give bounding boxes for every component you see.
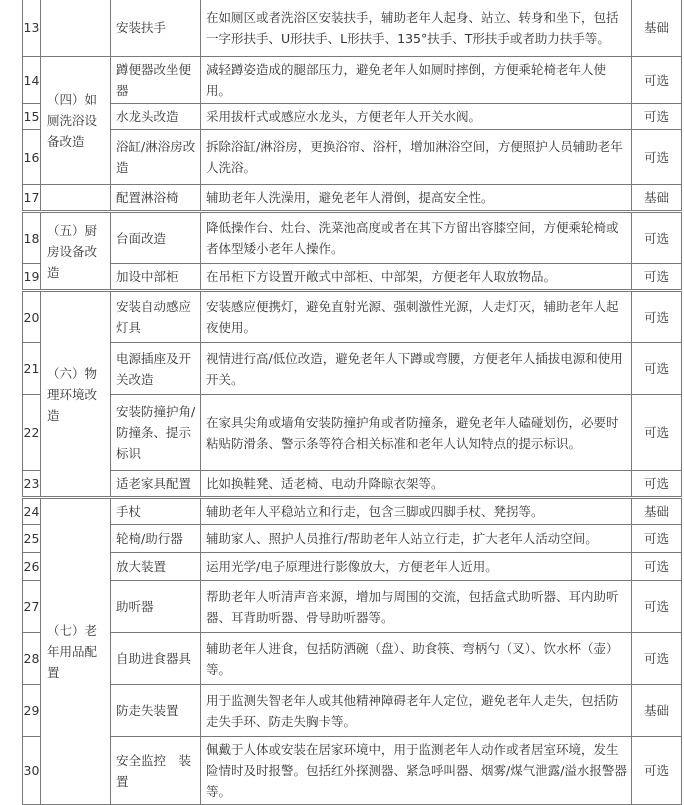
row-number: 15 xyxy=(23,104,41,130)
item-level: 基础 xyxy=(632,185,682,212)
item-description: 比如换鞋凳、适老椅、电动升降晾衣架等。 xyxy=(201,471,632,498)
item-name: 电源插座及开关改造 xyxy=(111,343,201,395)
row-number: 24 xyxy=(23,498,41,525)
item-level: 可选 xyxy=(632,737,682,805)
item-name: 自助进食器具 xyxy=(111,633,201,685)
table-row xyxy=(23,737,682,805)
item-level: 可选 xyxy=(632,264,682,291)
category-cell-blank xyxy=(41,0,111,57)
table-row xyxy=(23,343,682,395)
row-number: 17 xyxy=(23,185,41,212)
category-supplies: （七）老年用品配置 xyxy=(41,498,111,805)
row-number: 30 xyxy=(23,737,41,805)
item-level: 可选 xyxy=(632,57,682,104)
row-number: 16 xyxy=(23,130,41,185)
item-name: 安全监控 装置 xyxy=(111,737,201,805)
item-description: 降低操作台、灶台、洗菜池高度或者在其下方留出容膝空间，方便乘轮椅或者体型矮小老年人操作。 xyxy=(201,212,632,264)
row-number: 22 xyxy=(23,395,41,471)
table-row xyxy=(23,57,682,104)
row-number: 13 xyxy=(23,0,41,57)
item-description: 减轻蹲姿造成的腿部压力，避免老年人如厕时摔倒，方便乘轮椅老年人使用。 xyxy=(201,57,632,104)
item-name: 台面改造 xyxy=(111,212,201,264)
item-level: 基础 xyxy=(632,685,682,737)
table-row xyxy=(23,0,682,57)
item-description: 辅助老年人平稳站立和行走，包含三脚或四脚手杖、凳拐等。 xyxy=(201,498,632,525)
table-row xyxy=(23,185,682,212)
table-row xyxy=(23,633,682,685)
item-description: 帮助老年人听清声音来源，增加与周围的交流，包括盒式助听器、耳内助听器、耳背助听器、骨导助听器等。 xyxy=(201,581,632,633)
item-level: 可选 xyxy=(632,581,682,633)
table-row xyxy=(23,525,682,553)
item-level: 可选 xyxy=(632,525,682,553)
item-level: 可选 xyxy=(632,130,682,185)
item-name: 加设中部柜 xyxy=(111,264,201,291)
item-level: 可选 xyxy=(632,291,682,343)
table-row xyxy=(23,130,682,185)
row-number: 23 xyxy=(23,471,41,498)
item-level: 可选 xyxy=(632,212,682,264)
item-name: 蹲便器改坐便器 xyxy=(111,57,201,104)
category-environment: （六）物理环境改造 xyxy=(41,291,111,498)
item-name: 轮椅/助行器 xyxy=(111,525,201,553)
table-row xyxy=(23,212,682,264)
renovation-items-table xyxy=(22,0,682,805)
item-description: 在吊柜下方设置开敞式中部柜、中部架，方便老年人取放物品。 xyxy=(201,264,632,291)
item-description: 用于监测失智老年人或其他精神障碍老年人定位，避免老年人走失，包括防走失手环、防走失胸卡等。 xyxy=(201,685,632,737)
table-row xyxy=(23,104,682,130)
item-description: 在家具尖角或墙角安装防撞护角或者防撞条，避免老年人磕碰划伤，必要时粘贴防滑条、警示条等符合相关标准和老年人认知特点的提示标识。 xyxy=(201,395,632,471)
row-number: 18 xyxy=(23,212,41,264)
row-number: 19 xyxy=(23,264,41,291)
item-name: 安装防撞护角/防撞条、提示标识 xyxy=(111,395,201,471)
item-name: 水龙头改造 xyxy=(111,104,201,130)
table-row xyxy=(23,291,682,343)
item-description: 安装感应便携灯，避免直射光源、强刺激性光源，人走灯灭，辅助老年人起夜使用。 xyxy=(201,291,632,343)
item-description: 视情进行高/低位改造，避免老年人下蹲或弯腰，方便老年人插拔电源和使用开关。 xyxy=(201,343,632,395)
item-level: 基础 xyxy=(632,498,682,525)
item-name: 防走失装置 xyxy=(111,685,201,737)
item-level: 可选 xyxy=(632,343,682,395)
category-bath: （四）如厕洗浴设备改造 xyxy=(41,57,111,185)
item-description: 在如厕区或者洗浴区安装扶手，辅助老年人起身、站立、转身和坐下，包括一字形扶手、U形扶手、L形扶手、135°扶手、T形扶手或者助力扶手等。 xyxy=(201,0,632,57)
table-row xyxy=(23,498,682,525)
row-number: 14 xyxy=(23,57,41,104)
item-level: 基础 xyxy=(632,0,682,57)
item-level: 可选 xyxy=(632,104,682,130)
item-name: 放大装置 xyxy=(111,553,201,581)
item-level: 可选 xyxy=(632,395,682,471)
item-level: 可选 xyxy=(632,553,682,581)
table-row xyxy=(23,685,682,737)
category-cell-blank xyxy=(41,185,111,212)
item-description: 拆除浴缸/淋浴房，更换浴帘、浴杆，增加淋浴空间，方便照护人员辅助老年人洗浴。 xyxy=(201,130,632,185)
item-name: 助听器 xyxy=(111,581,201,633)
category-kitchen: （五）厨房设备改造 xyxy=(41,212,111,291)
item-description: 辅助老年人进食，包括防洒碗（盘）、助食筷、弯柄勺（叉）、饮水杯（壶）等。 xyxy=(201,633,632,685)
item-name: 安装扶手 xyxy=(111,0,201,57)
row-number: 28 xyxy=(23,633,41,685)
row-number: 29 xyxy=(23,685,41,737)
item-name: 配置淋浴椅 xyxy=(111,185,201,212)
item-description: 辅助老年人洗澡用，避免老年人滑倒，提高安全性。 xyxy=(201,185,632,212)
row-number: 25 xyxy=(23,525,41,553)
table-row xyxy=(23,264,682,291)
item-level: 可选 xyxy=(632,633,682,685)
table-row xyxy=(23,581,682,633)
row-number: 27 xyxy=(23,581,41,633)
row-number: 20 xyxy=(23,291,41,343)
item-name: 浴缸/淋浴房改造 xyxy=(111,130,201,185)
item-name: 手杖 xyxy=(111,498,201,525)
table-row xyxy=(23,553,682,581)
item-description: 辅助家人、照护人员推行/帮助老年人站立行走，扩大老年人活动空间。 xyxy=(201,525,632,553)
item-description: 佩戴于人体或安装在居家环境中，用于监测老年人动作或者居室环境，发生险情时及时报警。包括红外探测器、紧急呼叫器、烟雾/煤气泄露/溢水报警器等。 xyxy=(201,737,632,805)
row-number: 26 xyxy=(23,553,41,581)
item-description: 采用拔杆式或感应水龙头，方便老年人开关水阀。 xyxy=(201,104,632,130)
item-description: 运用光学/电子原理进行影像放大，方便老年人近用。 xyxy=(201,553,632,581)
item-name: 安装自动感应灯具 xyxy=(111,291,201,343)
item-level: 可选 xyxy=(632,471,682,498)
row-number: 21 xyxy=(23,343,41,395)
table-row xyxy=(23,395,682,471)
table-row xyxy=(23,471,682,498)
item-name: 适老家具配置 xyxy=(111,471,201,498)
